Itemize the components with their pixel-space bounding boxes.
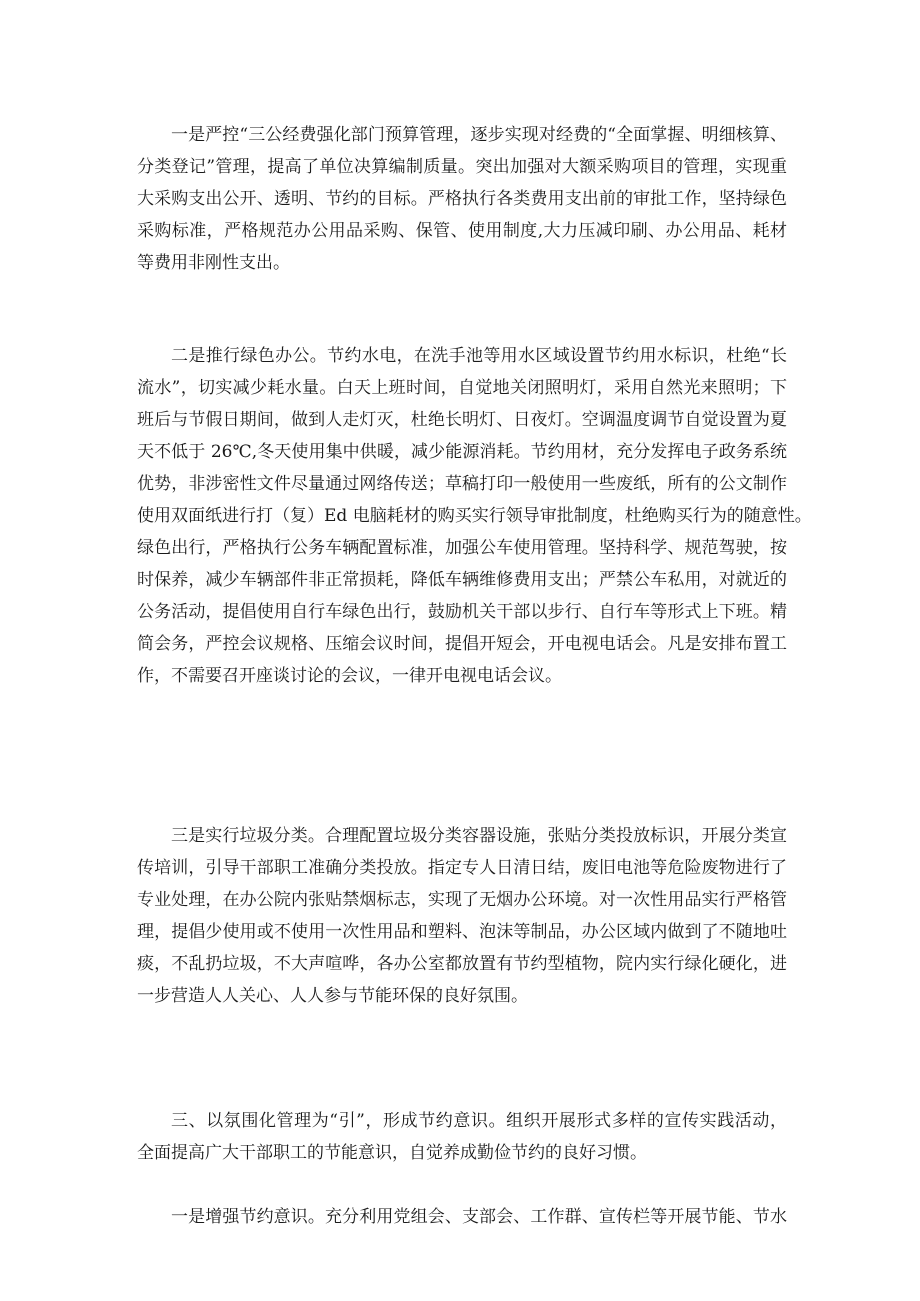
paragraph-waste-sorting xyxy=(137,820,787,1012)
text-line: 绿色出行，严格执行公务车辆配置标准，加强公车使用管理。坚持科学、规范驾驶，按 xyxy=(137,538,787,558)
text-line: 使用双面纸进行打（复）Ed 电脑耗材的购买实行领导审批制度，杜绝购买行为的随意性。 xyxy=(137,506,812,526)
text-line: 简会务，严控会议规格、压缩会议时间，提倡开短会，开电视电话会。凡是安排布置工 xyxy=(137,634,787,654)
paragraph-green-office xyxy=(137,340,812,692)
text-line: 大采购支出公开、透明、节约的目标。严格执行各类费用支出前的审批工作，坚持绿色 xyxy=(137,189,787,209)
text-line: 班后与节假日期间，做到人走灯灭，杜绝长明灯、日夜灯。空调温度调节自觉设置为夏 xyxy=(137,410,787,430)
text-line: 一步营造人人关心、人人参与节能环保的良好氛围。 xyxy=(137,986,528,1006)
text-line: 专业处理，在办公院内张贴禁烟标志，实现了无烟办公环境。对一次性用品实行严格管 xyxy=(137,890,787,910)
text-line: 优势，非涉密性文件尽量通过网络传送；草稿打印一般使用一些废纸，所有的公文制作 xyxy=(137,474,787,494)
text-line: 全面提高广大干部职工的节能意识，自觉养成勤俭节约的良好习惯。 xyxy=(137,1143,647,1163)
text-line: 传培训，引导干部职工准确分类投放。指定专人日清日结，废旧电池等危险废物进行了 xyxy=(137,858,787,878)
text-line: 痰，不乱扔垃圾，不大声喧哗，各办公室都放置有节约型植物，院内实行绿化硬化，进 xyxy=(137,954,787,974)
text-line: 作，不需要召开座谈讨论的会议，一律开电视电话会议。 xyxy=(137,666,562,686)
text-line: 二是推行绿色办公。节约水电，在洗手池等用水区域设置节约用水标识，杜绝“长 xyxy=(171,346,787,366)
text-line: 公务活动，提倡使用自行车绿色出行，鼓励机关干部以步行、自行车等形式上下班。精 xyxy=(137,602,787,622)
text-line: 三是实行垃圾分类。合理配置垃圾分类容器设施，张贴分类投放标识，开展分类宣 xyxy=(171,826,787,846)
text-line: 三、以氛围化管理为“引”，形成节约意识。组织开展形式多样的宣传实践活动， xyxy=(171,1111,787,1131)
text-line: 一是严控“三公经费强化部门预算管理，逐步实现对经费的“全面掌握、明细核算、 xyxy=(171,125,787,145)
text-line: 一是增强节约意识。充分利用党组会、支部会、工作群、宣传栏等开展节能、节水 xyxy=(171,1207,787,1227)
text-line: 流水”，切实减少耗水量。白天上班时间，自觉地关闭照明灯，采用自然光来照明；下 xyxy=(137,378,787,398)
paragraph-saving-awareness xyxy=(137,1201,787,1233)
text-line: 等费用非刚性支出。 xyxy=(137,253,290,273)
text-line: 时保养，减少车辆部件非正常损耗，降低车辆维修费用支出；严禁公车私用，对就近的 xyxy=(137,570,787,590)
text-line: 理，提倡少使用或不使用一次性用品和塑料、泡沫等制品，办公区域内做到了不随地吐 xyxy=(137,922,787,942)
paragraph-atmosphere-management xyxy=(137,1105,787,1169)
text-line: 天不低于 26℃,冬天使用集中供暖，减少能源消耗。节约用材，充分发挥电子政务系统 xyxy=(137,442,787,462)
text-line: 采购标准，严格规范办公用品采购、保管、使用制度,大力压减印刷、办公用品、耗材 xyxy=(137,221,787,241)
paragraph-budget-control xyxy=(137,119,787,279)
text-line: 分类登记”管理，提高了单位决算编制质量。突出加强对大额采购项目的管理，实现重 xyxy=(137,157,787,177)
